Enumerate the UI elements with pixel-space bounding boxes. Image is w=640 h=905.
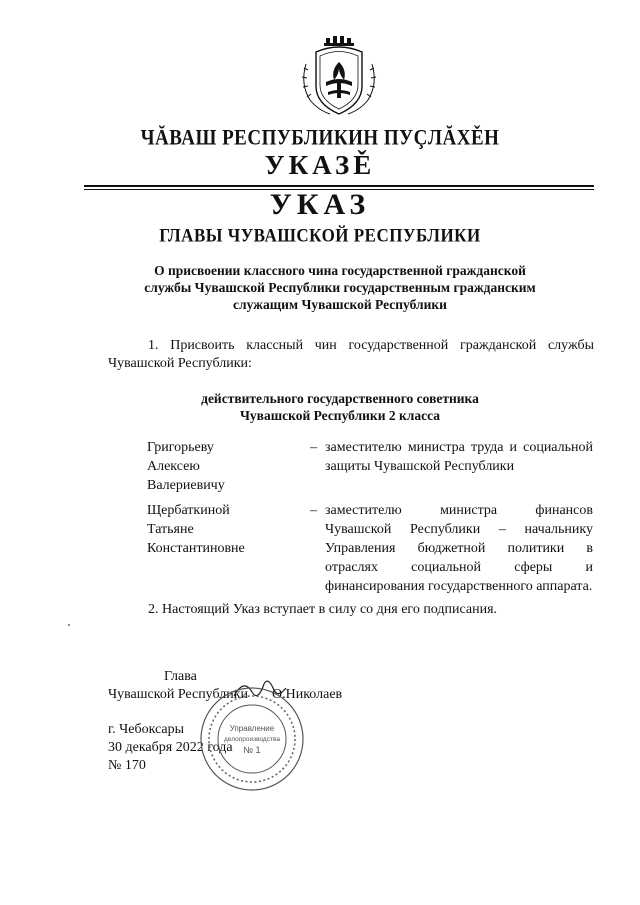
issue-city: г. Чебоксары (108, 722, 185, 737)
name-line: Алексею (147, 459, 200, 474)
signer-name: О.Николаев (272, 687, 343, 702)
name-line: Щербаткиной (147, 503, 230, 518)
name-line: Григорьеву (147, 440, 214, 455)
subject-line: службы Чувашской Республики государственным гражданским (144, 280, 536, 295)
decree-number: № 170 (108, 758, 146, 773)
paragraph-1: 1. Присвоить классный чин государственной гражданской службы Чувашской Республики: (108, 338, 594, 371)
stamp-line: № 1 (243, 745, 261, 755)
coat-of-arms-emblem (296, 34, 382, 120)
paragraph-2: 2. Настоящий Указ вступает в силу со дня его подписания. (148, 602, 498, 617)
name-line: Валериевичу (147, 478, 225, 493)
rank-line: действительного государственного советника (201, 391, 479, 406)
chuvash-header-line: ЧĂВАШ РЕСПУБЛИКИН ПУÇЛĂХĚН (140, 126, 500, 151)
appointee-dash: – (310, 440, 317, 455)
signer-role: Глава (164, 669, 197, 684)
name-line: Константиновне (147, 541, 245, 556)
header-divider (84, 185, 594, 187)
subject-line: О присвоении классного чина государственной гражданской (154, 263, 526, 278)
rank-title (140, 390, 540, 424)
stamp-line: делопроизводства (224, 736, 280, 743)
decree-subject (120, 262, 560, 313)
scan-speck (68, 624, 70, 626)
stamp-line: Управление (229, 724, 275, 733)
subject-line: служащим Чувашской Республики (233, 297, 447, 312)
appointee-position: заместителю министра труда и социальной защиты Чувашской Республики (325, 440, 593, 474)
office-stamp (198, 685, 306, 793)
decree-title: УКАЗ (269, 188, 371, 221)
appointee-name (147, 438, 297, 495)
rank-line: Чувашской Республики 2 класса (240, 408, 440, 423)
issue-date: 30 декабря 2022 года (108, 740, 233, 755)
chuvash-header-title: УКАЗĚ (264, 150, 376, 180)
decree-issuer: ГЛАВЫ ЧУВАШСКОЙ РЕСПУБЛИКИ (159, 225, 481, 246)
name-line: Татьяне (147, 522, 194, 537)
appointee-name (147, 501, 297, 558)
appointee-position: заместителю министра финансов Чувашской Республики – начальнику Управления бюджетной политики в отраслях социальной сферы и финансирования государственного аппарата. (325, 503, 593, 594)
appointee-dash: – (310, 503, 317, 518)
signer-role-line2: Чувашской Республики (108, 687, 249, 702)
